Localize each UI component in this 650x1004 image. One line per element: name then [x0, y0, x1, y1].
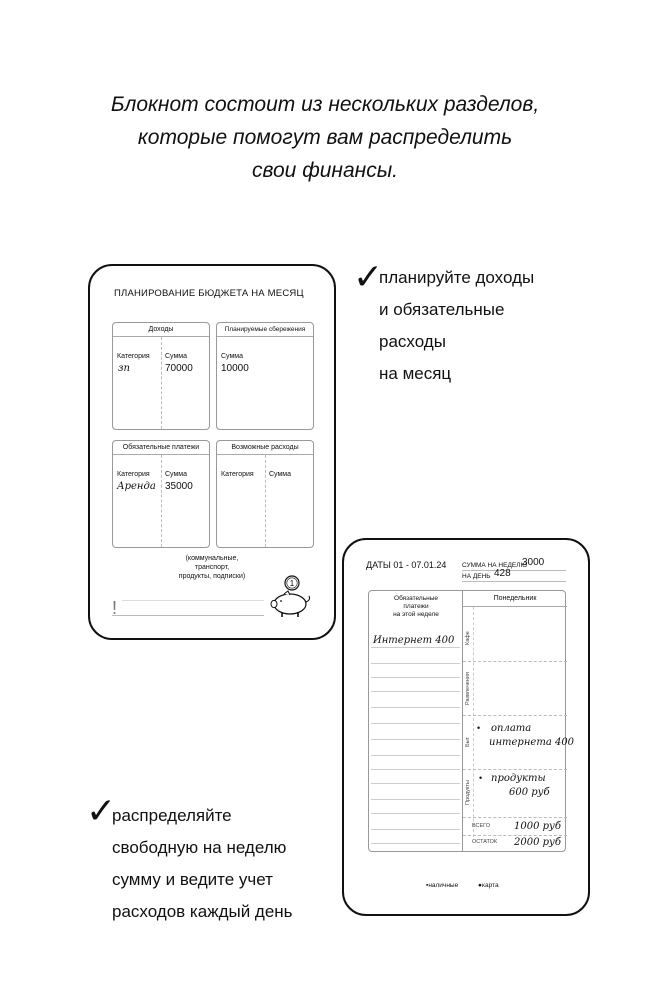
column-label: Сумма	[221, 353, 243, 360]
column-label: Категория	[117, 471, 150, 478]
ruled-line	[371, 723, 460, 724]
ruled-line	[371, 813, 460, 814]
column-label: Сумма	[165, 353, 187, 360]
headline-line: свои финансы.	[252, 159, 398, 182]
tip-line: сумму и ведите учет	[112, 870, 273, 889]
headline	[0, 88, 650, 187]
coin-number: 1	[289, 579, 295, 588]
ruled-line	[371, 799, 460, 800]
total-label: ВСЕГО	[472, 823, 491, 829]
tip-line: распределяйте	[112, 806, 232, 825]
ruled-line	[371, 707, 460, 708]
note-line: продукты, подписки)	[178, 573, 246, 580]
section-divider	[463, 715, 567, 716]
ruled-line	[371, 691, 460, 692]
box-header: Планируемые сбережения	[217, 323, 313, 337]
weekly-table	[368, 590, 575, 852]
section-label-divider	[473, 607, 474, 837]
handwritten-value: зп	[118, 363, 130, 374]
tip-line: свободную на неделю	[112, 838, 287, 857]
bullet: •	[479, 773, 483, 783]
tip-line: расходы	[379, 332, 446, 351]
total-value: 1000 руб	[514, 821, 561, 832]
remainder-label: ОСТАТОК	[472, 839, 498, 845]
column-divider	[161, 455, 162, 547]
week-sum-value: 3000	[522, 557, 545, 568]
ruled-line	[371, 647, 460, 648]
section-divider	[463, 835, 567, 836]
note-line: транспорт,	[194, 564, 230, 571]
notes-bar	[112, 598, 264, 616]
exclamation-icon: !	[112, 598, 118, 618]
ruled-line	[371, 739, 460, 740]
ruled-line	[371, 755, 460, 756]
box-header: Возможные расходы	[217, 441, 313, 455]
ruled-line	[371, 829, 460, 830]
checkmark-icon: ✓	[86, 791, 117, 832]
section-divider	[463, 769, 567, 770]
ruled-line	[371, 769, 460, 770]
savings-box	[216, 322, 314, 430]
tip-line: на месяц	[379, 364, 452, 383]
tip-line: расходов каждый день	[112, 902, 293, 921]
headline-line: Блокнот состоит из нескольких разделов,	[110, 93, 540, 116]
tip-line: и обязательные	[379, 300, 505, 319]
column-label: Категория	[221, 471, 254, 478]
page-title: ПЛАНИРОВАНИЕ БЮДЖЕТА НА МЕСЯЦ	[114, 288, 304, 299]
day-sum-value: 428	[494, 568, 511, 579]
handwritten-note: оплата	[491, 723, 532, 734]
column-label: Сумма	[165, 471, 187, 478]
remainder-value: 2000 руб	[514, 837, 561, 848]
monthly-budget-page	[88, 264, 336, 640]
header-line: Обязательные	[394, 595, 438, 602]
legend-label: карта	[481, 882, 499, 889]
piggy-bank-icon	[266, 574, 318, 620]
handwritten-note: интернета 400	[489, 737, 575, 748]
note-line: (коммунальные,	[185, 555, 239, 562]
day-sum-label: НА ДЕНЬ	[462, 573, 491, 580]
handwritten-note: 600 руб	[509, 787, 550, 798]
handwritten-value: 35000	[165, 481, 193, 492]
section-label: Быт	[465, 736, 471, 747]
weekly-planner-page	[342, 538, 590, 916]
legend-cash: ▪наличные	[426, 882, 459, 889]
section-label: Кафе	[465, 631, 471, 645]
section-divider	[463, 661, 567, 662]
legend-card: ●карта	[478, 882, 499, 889]
header-line: на этой неделе	[393, 611, 439, 618]
handwritten-value: 10000	[221, 363, 249, 374]
legend-label: наличные	[428, 882, 459, 889]
tip-plan-month	[353, 257, 535, 390]
section-label: Развлечения	[465, 672, 471, 705]
box-header: Обязательные платежи	[113, 441, 209, 455]
column-divider	[161, 337, 162, 429]
handwritten-value: 70000	[165, 363, 193, 374]
ruled-line	[371, 783, 460, 784]
income-box	[112, 322, 210, 430]
tip-line: планируйте доходы	[379, 268, 535, 287]
week-sum-block	[462, 557, 566, 582]
checkmark-icon: ✓	[353, 257, 384, 298]
tip-weekly-budget	[86, 791, 293, 928]
ruled-line	[371, 663, 460, 664]
notes-line	[122, 600, 264, 614]
column-divider	[265, 455, 266, 547]
mandatory-week-column	[369, 591, 463, 851]
handwritten-note: продукты	[491, 773, 546, 784]
day-header: Понедельник	[463, 591, 567, 607]
payment-legend	[426, 882, 517, 889]
ruled-line	[371, 843, 460, 844]
column-label: Сумма	[269, 471, 291, 478]
week-dates: ДАТЫ 01 - 07.01.24	[366, 560, 447, 570]
section-divider	[463, 817, 567, 818]
mandatory-entry: Интернет 400	[373, 635, 455, 646]
column-label: Категория	[117, 353, 150, 360]
handwritten-value: Аренда	[117, 481, 156, 492]
headline-line: которые помогут вам распределить	[137, 126, 513, 149]
header-line: платежи	[403, 603, 429, 610]
possible-expenses-box	[216, 440, 314, 548]
mandatory-payments-box	[112, 440, 210, 548]
ruled-line	[371, 677, 460, 678]
week-sum-label: СУММА НА НЕДЕЛЮ	[462, 562, 528, 569]
section-label: Продукты	[465, 780, 471, 805]
column-header	[369, 595, 463, 619]
box-header: Доходы	[113, 323, 209, 337]
bullet: •	[477, 723, 481, 733]
